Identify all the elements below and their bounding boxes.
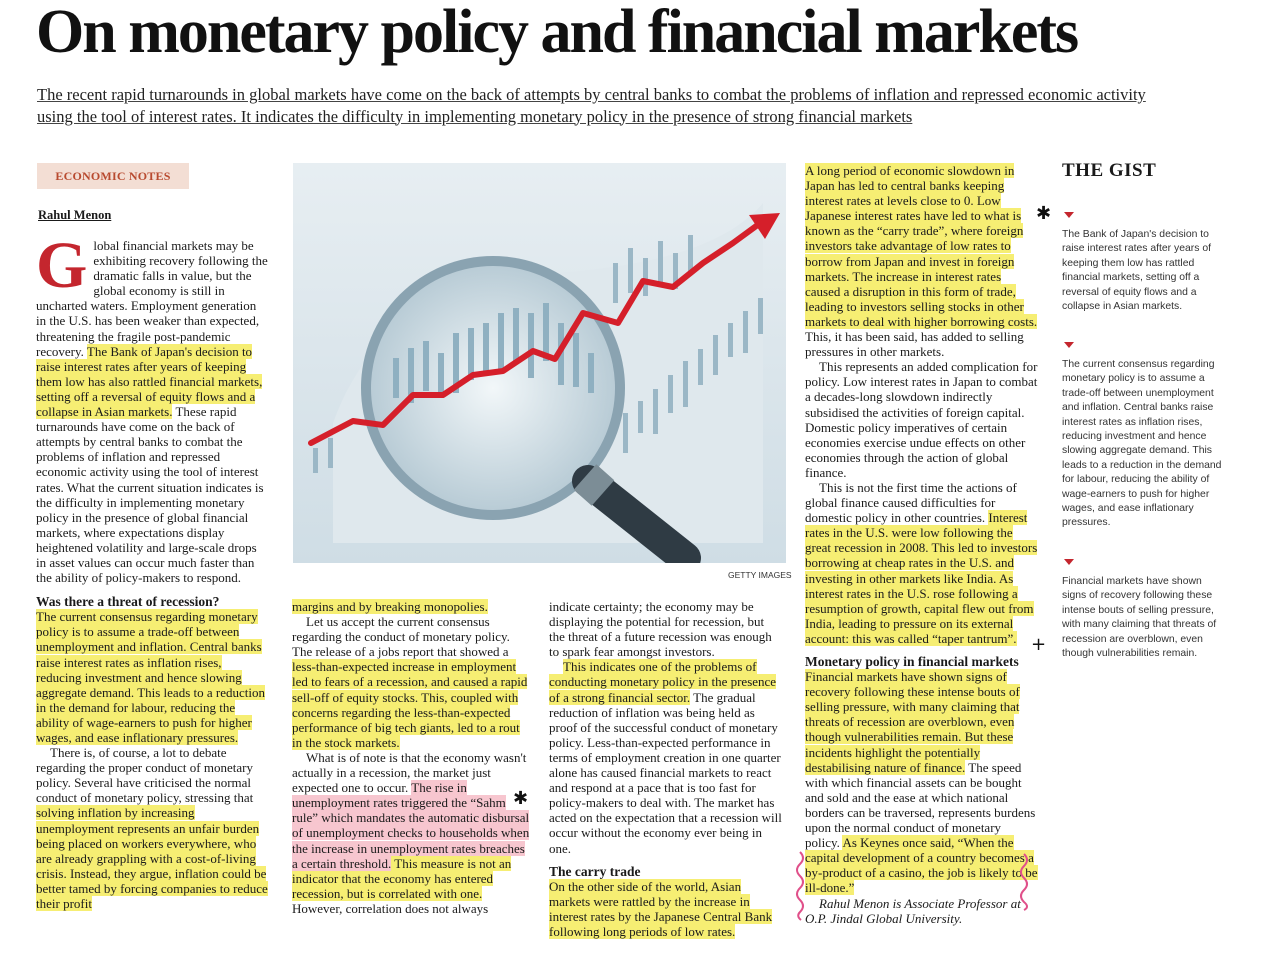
pen-mark-icon: ✱	[1036, 203, 1052, 224]
paragraph: indicate certainty; the economy may be displaying the potential for recession, but the threat of a future recession was enough to spark fear amongst investors.	[549, 599, 772, 660]
squiggle-mark-icon	[1017, 852, 1031, 912]
paragraph	[36, 609, 268, 745]
author-note: Rahul Menon is Associate Professor at O.P. Jindal Global University.	[805, 895, 1021, 926]
subheading: Was there a threat of recession?	[36, 594, 220, 610]
paragraph: What is of note is that the economy wasn't actually in a recession, the market just expected one to occur. The rise in unemployment rates triggered the “Sahm rule” which mandates the automatic disbursal of unemployment checks to households when the increase in unemployment rates breaches a certain threshold. This measure is not an indicator that the economy has entered recession, but is correlated with one. However, correlation does not always	[292, 749, 530, 916]
pen-mark-icon: ✱	[513, 788, 529, 809]
paragraph: There is, of course, a lot to debate regarding the proper conduct of monetary policy. Several have criticised the normal conduct of monetary policy, stressing that solving inflation by increasing unemployment represents an unfair burden being placed on workers everywhere, who are already grappling with a cost-of-living crisis. Instead, they argue, inflation could be better tamed by forcing companies to reduce their profit	[36, 745, 268, 912]
paragraph: This represents an added complication for policy. Low interest rates in Japan to combat a decades-long slowdown indirectly subsidised the activities of foreign capital. Domestic policy imperatives of certain economies exercise undue effects on other economies through the action of global finance.	[805, 359, 1038, 480]
gist-item: Financial markets have shown signs of recovery following these intense bouts of selling pressure, with many claiming that threats of recession are overblown, even though vulnerabilities remain.	[1062, 576, 1217, 660]
paragraph: Global financial markets may be exhibiting recovery following the dramatic falls in value, but the global economy is still in uncharted waters. Employment generation in the U.S. has been weaker than expected, threatening the fragile post-pandemic recovery. The Bank of Japan's decision to raise interest rates after years of keeping them low has also rattled financial markets, setting off a reversal of equity flows and a collapse in Asian markets. These rapid turnarounds have come on the back of attempts by central banks to combat the problems of inflation and repressed economic activity using the tool of interest rates. What the current situation indicates is the difficulty in implementing monetary policy in the presence of global financial markets, where expectations display heightened volatility and large-scale drops in asset values can occur much faster than the ability of policy-makers to respond.	[36, 229, 268, 586]
article-column-4	[805, 163, 1039, 926]
photo-credit: GETTY IMAGES	[728, 570, 792, 580]
triangle-bullet-icon	[1064, 342, 1074, 348]
gist-item: The current consensus regarding monetary policy is to assume a trade-off between unemployment and inflation. Central banks raise interest rates as inflation rises, reducing investment and hence slowing aggregate demand. This leads to a reduction in the demand for labour, reducing the ability of wage-earners to push for higher wages, and ease inflationary pressures.	[1062, 359, 1222, 529]
article-column-2	[292, 599, 530, 916]
highlight: This indicates one of the problems of conducting monetary policy in the presence of a strong financial sector.	[549, 659, 777, 705]
highlight: solving inflation by increasing unemployment represents an unfair burden being placed on workers everywhere, who are already grappling with a cost-of-living crisis. Instead, they argue, inflation could be better tamed by forcing companies to reduce their profit	[36, 805, 268, 912]
paragraph: This is not the first time the actions of global finance caused difficulties for domestic policy in other countries. Interest rates in the U.S. were low following the great recession in 2008. This led to investors borrowing at cheap rates in the U.S. and investing in other markets like India. As interest rates in the U.S. rose following a resumption of growth, capital flew out from India, leading to pressure on its external account: this was called “taper tantrum”.	[805, 479, 1038, 646]
highlight: Interest rates in the U.S. were low following the great recession in 2008. This led to investors borrowing at cheap rates in the U.S. and investing in other markets like India. As interest rates in the U.S. rose following a resumption of growth, capital flew out from India, leading to pressure on its external account: this was called “taper tantrum”.	[805, 510, 1038, 646]
paragraph: Financial markets have shown signs of recovery following these intense bouts of selling pressure, with many claiming that threats of recession are overblown, even though vulnerabilities remain. But these incidents highlight the potentially destabilising nature of finance. The speed with which financial assets can be bought and sold and the ease at which national borders can be traversed, represents burdens upon the normal conduct of monetary policy. As Keynes once said, “When the capital development of a country becomes a by-product of a casino, the job is likely to be ill-done.”	[805, 669, 1038, 896]
paragraph	[292, 599, 530, 614]
subheading: The carry trade	[549, 863, 641, 879]
highlight: The current consensus regarding monetary policy is to assume a trade-off between unemployment and inflation. Central banks raise interest rates as inflation rises, reducing investment and hence slowing aggregate demand. This leads to a reduction in the demand for labour, reducing the ability of wage-earners to push for higher wages, and ease inflationary pressures.	[36, 609, 265, 745]
paragraph: This indicates one of the problems of conducting monetary policy in the presence of a strong financial sector. The gradual reduction of inflation was being held as proof of the successful conduct of monetary policy. Less-than-expected performance in terms of employment creation in one quarter alone has caused financial markets to react and respond at a pace that is too fast for policy-makers to deal with. The market has acted on the expectation that a recession will occur without the economy ever being in one.	[549, 659, 782, 856]
paragraph	[549, 879, 783, 939]
paragraph: Let us accept the current consensus regarding the conduct of monetary policy. The release of a jobs report that showed a less-than-expected increase in employment led to fears of a recession, and caused a rapid sell-off of equity stocks. This, coupled with concerns regarding the less-than-expected performance of big tech giants, led to a rout in the stock markets.	[292, 614, 528, 750]
highlight: margins and by breaking monopolies.	[292, 599, 488, 614]
paragraph: A long period of economic slowdown in Japan has led to central banks keeping interest rates at levels close to 0. Low Japanese interest rates have led to what is known as the “carry trade”, where foreign investors take advantage of low rates to borrow from Japan and invest in foreign markets. The increase in interest rates caused a disruption in this form of trade, leading to investors selling stocks in other markets to deal with higher borrowing costs. This, it has been said, has added to selling pressures in other markets.	[805, 163, 1038, 360]
highlight-pink: The rise in unemployment rates triggered the “Sahm rule” which mandates the automatic disbursal of unemployment checks to households when the increase in unemployment rates breaches a certain threshold.	[292, 780, 530, 871]
section-tag: ECONOMIC NOTES	[37, 163, 189, 189]
highlight: As Keynes once said, “When the capital development of a country becomes a by-product of a casino, the job is likely to be ill-done.”	[805, 835, 1038, 896]
byline: Rahul Menon	[38, 208, 112, 222]
triangle-bullet-icon	[1064, 559, 1074, 565]
triangle-bullet-icon	[1064, 212, 1074, 218]
article-column-1	[36, 229, 268, 912]
highlight: Financial markets have shown signs of recovery following these intense bouts of selling pressure, with many claiming that threats of recession are overblown, even though vulnerabilities remain. But these incidents highlight the potentially destabilising nature of finance.	[805, 669, 1020, 775]
squiggle-mark-icon	[793, 850, 807, 922]
gist-item: The Bank of Japan's decision to raise interest rates after years of keeping them low has rattled financial markets, setting off a reversal of equity flows and a collapse in Asian markets.	[1062, 229, 1211, 313]
highlight: This measure is not an indicator that the economy has entered recession, but is correlated with one.	[292, 855, 512, 901]
gist-title: THE GIST	[1062, 160, 1157, 181]
subheading: Monetary policy in financial markets	[805, 654, 1019, 669]
article-column-3	[549, 599, 783, 939]
drop-cap: G	[36, 229, 88, 302]
highlight: On the other side of the world, Asian markets were rattled by the increase in interest rates by the Japanese Central Bank following long periods of low rates.	[549, 878, 773, 939]
highlight: The Bank of Japan's decision to raise interest rates after years of keeping them low has also rattled financial markets, setting off a reversal of equity flows and a collapse in Asian markets.	[36, 343, 263, 420]
headline: On monetary policy and financial markets	[36, 0, 1078, 66]
highlight: less-than-expected increase in employment led to fears of a recession, and caused a rapid sell-off of equity stocks. This, coupled with concerns regarding the less-than-expected performance of big tech giants, led to a rout in the stock markets.	[292, 659, 528, 750]
magnifier-chart-illustration	[293, 163, 786, 563]
stock-chart-photo	[293, 163, 786, 563]
pen-plus-icon: +	[1031, 634, 1047, 655]
standfirst: The recent rapid turnarounds in global markets have come on the back of attempts by central banks to combat the problems of inflation and repressed economic activity using the tool of interest rates. It indicates the difficulty in implementing monetary policy in the presence of strong financial markets	[37, 85, 1146, 126]
highlight: A long period of economic slowdown in Japan has led to central banks keeping interest rates at levels close to 0. Low Japanese interest rates have led to what is known as the “carry trade”, where foreign investors take advantage of low rates to borrow from Japan and invest in foreign markets. The increase in interest rates caused a disruption in this form of trade, leading to investors selling stocks in other markets to deal with higher borrowing costs.	[805, 163, 1038, 329]
